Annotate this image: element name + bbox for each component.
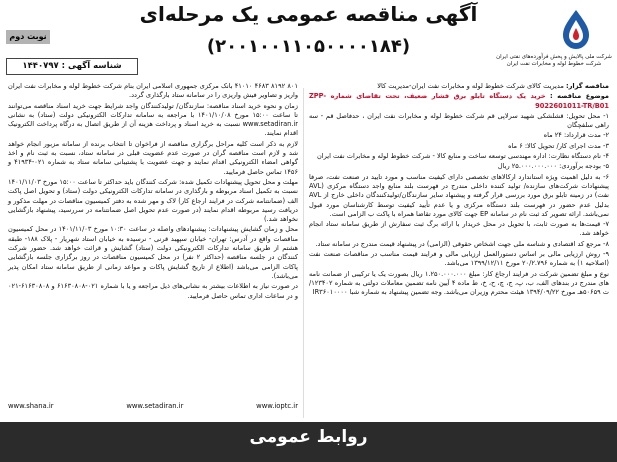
setad-registration: لازم به ذکر است کلیه مراحل برگزاری مناقصه از فراخوان تا انتخاب برنده از سامانه مزبور انجام خواهد شد و لازم است مناقصه گران در صورت عدم عضویت قبلی در سامانه ستاد، نسبت به ثبت نام و اخذ گواهی امضاء الکترونیکی اقدام نمایند و جهت عضویت با پشتیبانی سامانه ستاد به شماره ۰۲۱-۴۱۹۳۴ و ۱۴۵۶ تماس حاصل فرمایید.: [8, 139, 299, 176]
publication-round-badge: نوبت دوم: [6, 30, 50, 44]
delivery-location: ۱- محل تحویل: قشلشکی شهید سرلاپی قم شرکت خطوط لوله و مخابرات نفت ایران ، حدفاصل قم - سه راهی سلفچگان: [309, 111, 609, 130]
tender-number: (۲۰۰۱۰۰۱۱۰۵۰۰۰۰۱۸۴): [206, 36, 411, 57]
tender-holder: [309, 82, 609, 91]
guarantee: نوع و مبلغ تضمین شرکت در فرایند ارجاع کار: مبلغ ۱.۲۵۰.۰۰۰.۰۰۰ ریال بصورت یک یا ترکیبی از ضمانت نامه های مندرج در بند‌های الف، ب، پ، ج، چ، ح، خ، ط ماده ۴ آیین نامه تضمین معاملات دولتی به شماره ۱۲۳۴۰۲/ت ۵۰۶۵۹هـ مورخ ۱۳۹۴/۰۹/۲۲ هیئت محترم وزیران می‌باشد. وجه تضمین پیشنهاد به شماره شبا IR۳۶۰۱۰۰۰۰: [309, 269, 609, 297]
financial-evaluation: ۹- روش ارزیابی مالی بر اساس دستورالعمل ارزیابی مالی و فرایند قیمت مناسب در مناقصات صنعت نفت (اصلاحیه ۱) به شماره ۲۰/۲.۷۹۶ مورخ ۱۳۹۹/۱۲/۱۱ می‌باشد.: [309, 250, 609, 268]
left-column: [8, 82, 298, 302]
contract-duration: ۲- مدت قرارداد: ۲۴ ماه: [543, 131, 609, 140]
tender-subject-text: خرید یک دستگاه تابلو برق فشار ضعیف، تحت تقاضای شماره ZPP-9022601011-TR/B01: [309, 92, 609, 110]
supervisor: ۴- نام دستگاه نظارت: اداره مهندسی توسعه ساخت و منابع کالا - شرکت خطوط لوله و مخابرات نفت ایران: [316, 152, 609, 161]
submission-deadline: مهلت و محل تحویل پیشنهادات تکمیل شده: شرکت کنندگان باید حداکثر تا ساعت ۱۵:۰۰ مورخ ۱۴۰۱/۱۱/۰۳ نسبت به تکمیل اسناد مربوطه و بارگذاری در سامانه تدارکات الکترونیکی دولت (ستاد) و تحویل اصل پاکت الف (ضمانتنامه شرکت در فرایند ارجاع کار) لاک و مهر شده به دفتر کمیسیون مناقصات در مهلت مذکور و دریافت رسید مربوطه اقدام نمایند (در صورت عدم تحویل اصل ضمانتنامه در سررسید، پیشنهاد بازگشایی نخواهد شد.): [8, 177, 298, 224]
website-links: [8, 402, 298, 412]
tender-subject-label: موضوع مناقصه :: [549, 92, 609, 101]
company-name-line-2: شرکت خطوط لوله و مخابرات نفت ایران: [506, 61, 602, 67]
tender-holder-label: مناقصه گزار:: [566, 82, 609, 90]
notice-title: آگهی مناقصه عمومی یک مرحله‌ای: [139, 2, 478, 26]
notice-id-box: شناسه آگهی : ۱۴۴۰۷۹۷: [6, 58, 138, 75]
bank-account: ۸۰۱ ۸۱۹۲ ۴۶۸۳ ۴۱۰۱۰ بانک مرکزی جمهوری اسلامی ایران بنام شرکت خطوط لوله و مخابرات نفت ایران واریز و تصاویر فیش واریزی را در سامانه ستاد بارگذاری گردد.: [8, 82, 298, 100]
economic-code: ۸- مرجع کد اقتصادی و شناسه ملی جهت اشخاص حقوقی (الزامی) در پیشنهاد قیمت مندرج در سامانه ستاد.: [315, 239, 609, 248]
budget: ۵- بودجه برآوردی: ۲۵.۰۰۰.۰۰۰.۰۰۰ ریال: [497, 162, 609, 171]
document-purchase: زمان و نحوه خرید اسناد مناقصه: سازندگان/ تولیدکنندگان واجد شرایط جهت خرید اسناد مناقصه می‌توانند تا ساعت ۱۵:۰۰ مورخ ۱۴۰۱/۱۰/۰۸ با مراجعه به سامانه تدارکات الکترونیکی دولت (ستاد) به نشانی www.setadiran.ir نسبت به خرید اسناد و پرداخت هزینه آن از طریق اتصال به درگاه پرداخت الکترونیک اقدام نمایند.: [8, 101, 298, 138]
website-link-shana[interactable]: www.shana.ir: [8, 402, 54, 410]
footer-bar: [0, 422, 617, 462]
website-link-ioptc[interactable]: www.ioptc.ir: [256, 402, 298, 410]
website-link-setadiran[interactable]: www.setadiran.ir: [126, 402, 184, 410]
tender-subject: [309, 92, 609, 111]
company-name-line-1: شرکت ملی پالایش و پخش فرآورده‌های نفتی ایران: [496, 54, 612, 60]
column-divider: [303, 88, 304, 418]
price-condition: ۷- قیمت‌ها به صورت ثابت، با تحویل در محل خریدار با ارائه برگ ثبت سفارش از طریق سامانه ستاد انجام خواهد شد.: [309, 220, 609, 238]
public-relations-label: روابط عمومی: [249, 427, 368, 447]
tender-holder-text: مدیریت کالای شرکت خطوط لوله و مخابرات نفت ایران-مدیریت کالا: [377, 82, 564, 90]
opening-time-place: محل و زمان گشایش پیشنهادات: پیشنهادهای واصله در ساعت ۱۰:۳۰ مورخ ۱۴۰۱/۱۱/۰۳ در محل کمیسیون مناقصات واقع در آدرس: تهران- خیابان سپهبد قرنی - نرسیده به خیابان استاد شهریار - پلاک ۱۸۸- طبقه هشتم از طریق سامانه تدارکات الکترونیکی دولت (ستاد) گشایش و قرائت خواهد شد. حضور شرکت کنندگان در جلسه مناقصه (حداکثر ۲ نفر) در محل کمیسیون مناقصات در روز برگزاری جلسه بازگشایی پاکات الزامی می‌باشد (اطلاع از تاریخ گشایش پاکات و مواعد زمانی از طریق سامانه ستاد امکان پذیر می‌باشد).: [8, 225, 298, 280]
avl-condition: ۶- به دلیل اهمیت ویژه استاندارد ارکالاهای تخصصی دارای کیفیت مناسب و مورد تایید در صنعت نفت، صرفا پیشنهادات شرکت‌های سازنده/ تولید کننده داخلی مندرج در فهرست بلند منابع واجد دستگاه مرکزی (AVL نفت) در زمینه تابلو برق مورد بررسی قرار گرفته و پیشنهاد سایر سازندگان/تولیدکنندگان داخلی خارج از AVL بدلیل عدم حضور در فهرست بلند دستگاه مرکزی و یا عدم تأیید کیفیت توسط کارشناسان مورد قبول نمی‌باشد. ارائه تصویر کد ثبت نام در سامانه EP جهت کالای مورد تقاضا همراه با پاکت ب الزامی است.: [309, 172, 609, 218]
right-column: [309, 82, 609, 299]
contact-info: در صورت نیاز به اطلاعات بیشتر به نشانی‌های ذیل مراجعه و یا با شماره ۰۲۱-۶۱۶۳۰۸۰۸ و ۶۱۶۳۰۸۰۸-۰۲۱ و در ساعات اداری تماس حاصل فرمایید.: [8, 282, 298, 300]
execution-duration: ۳- مدت اجرای کار/ تحویل کالا: ۶ ماه: [508, 141, 609, 150]
